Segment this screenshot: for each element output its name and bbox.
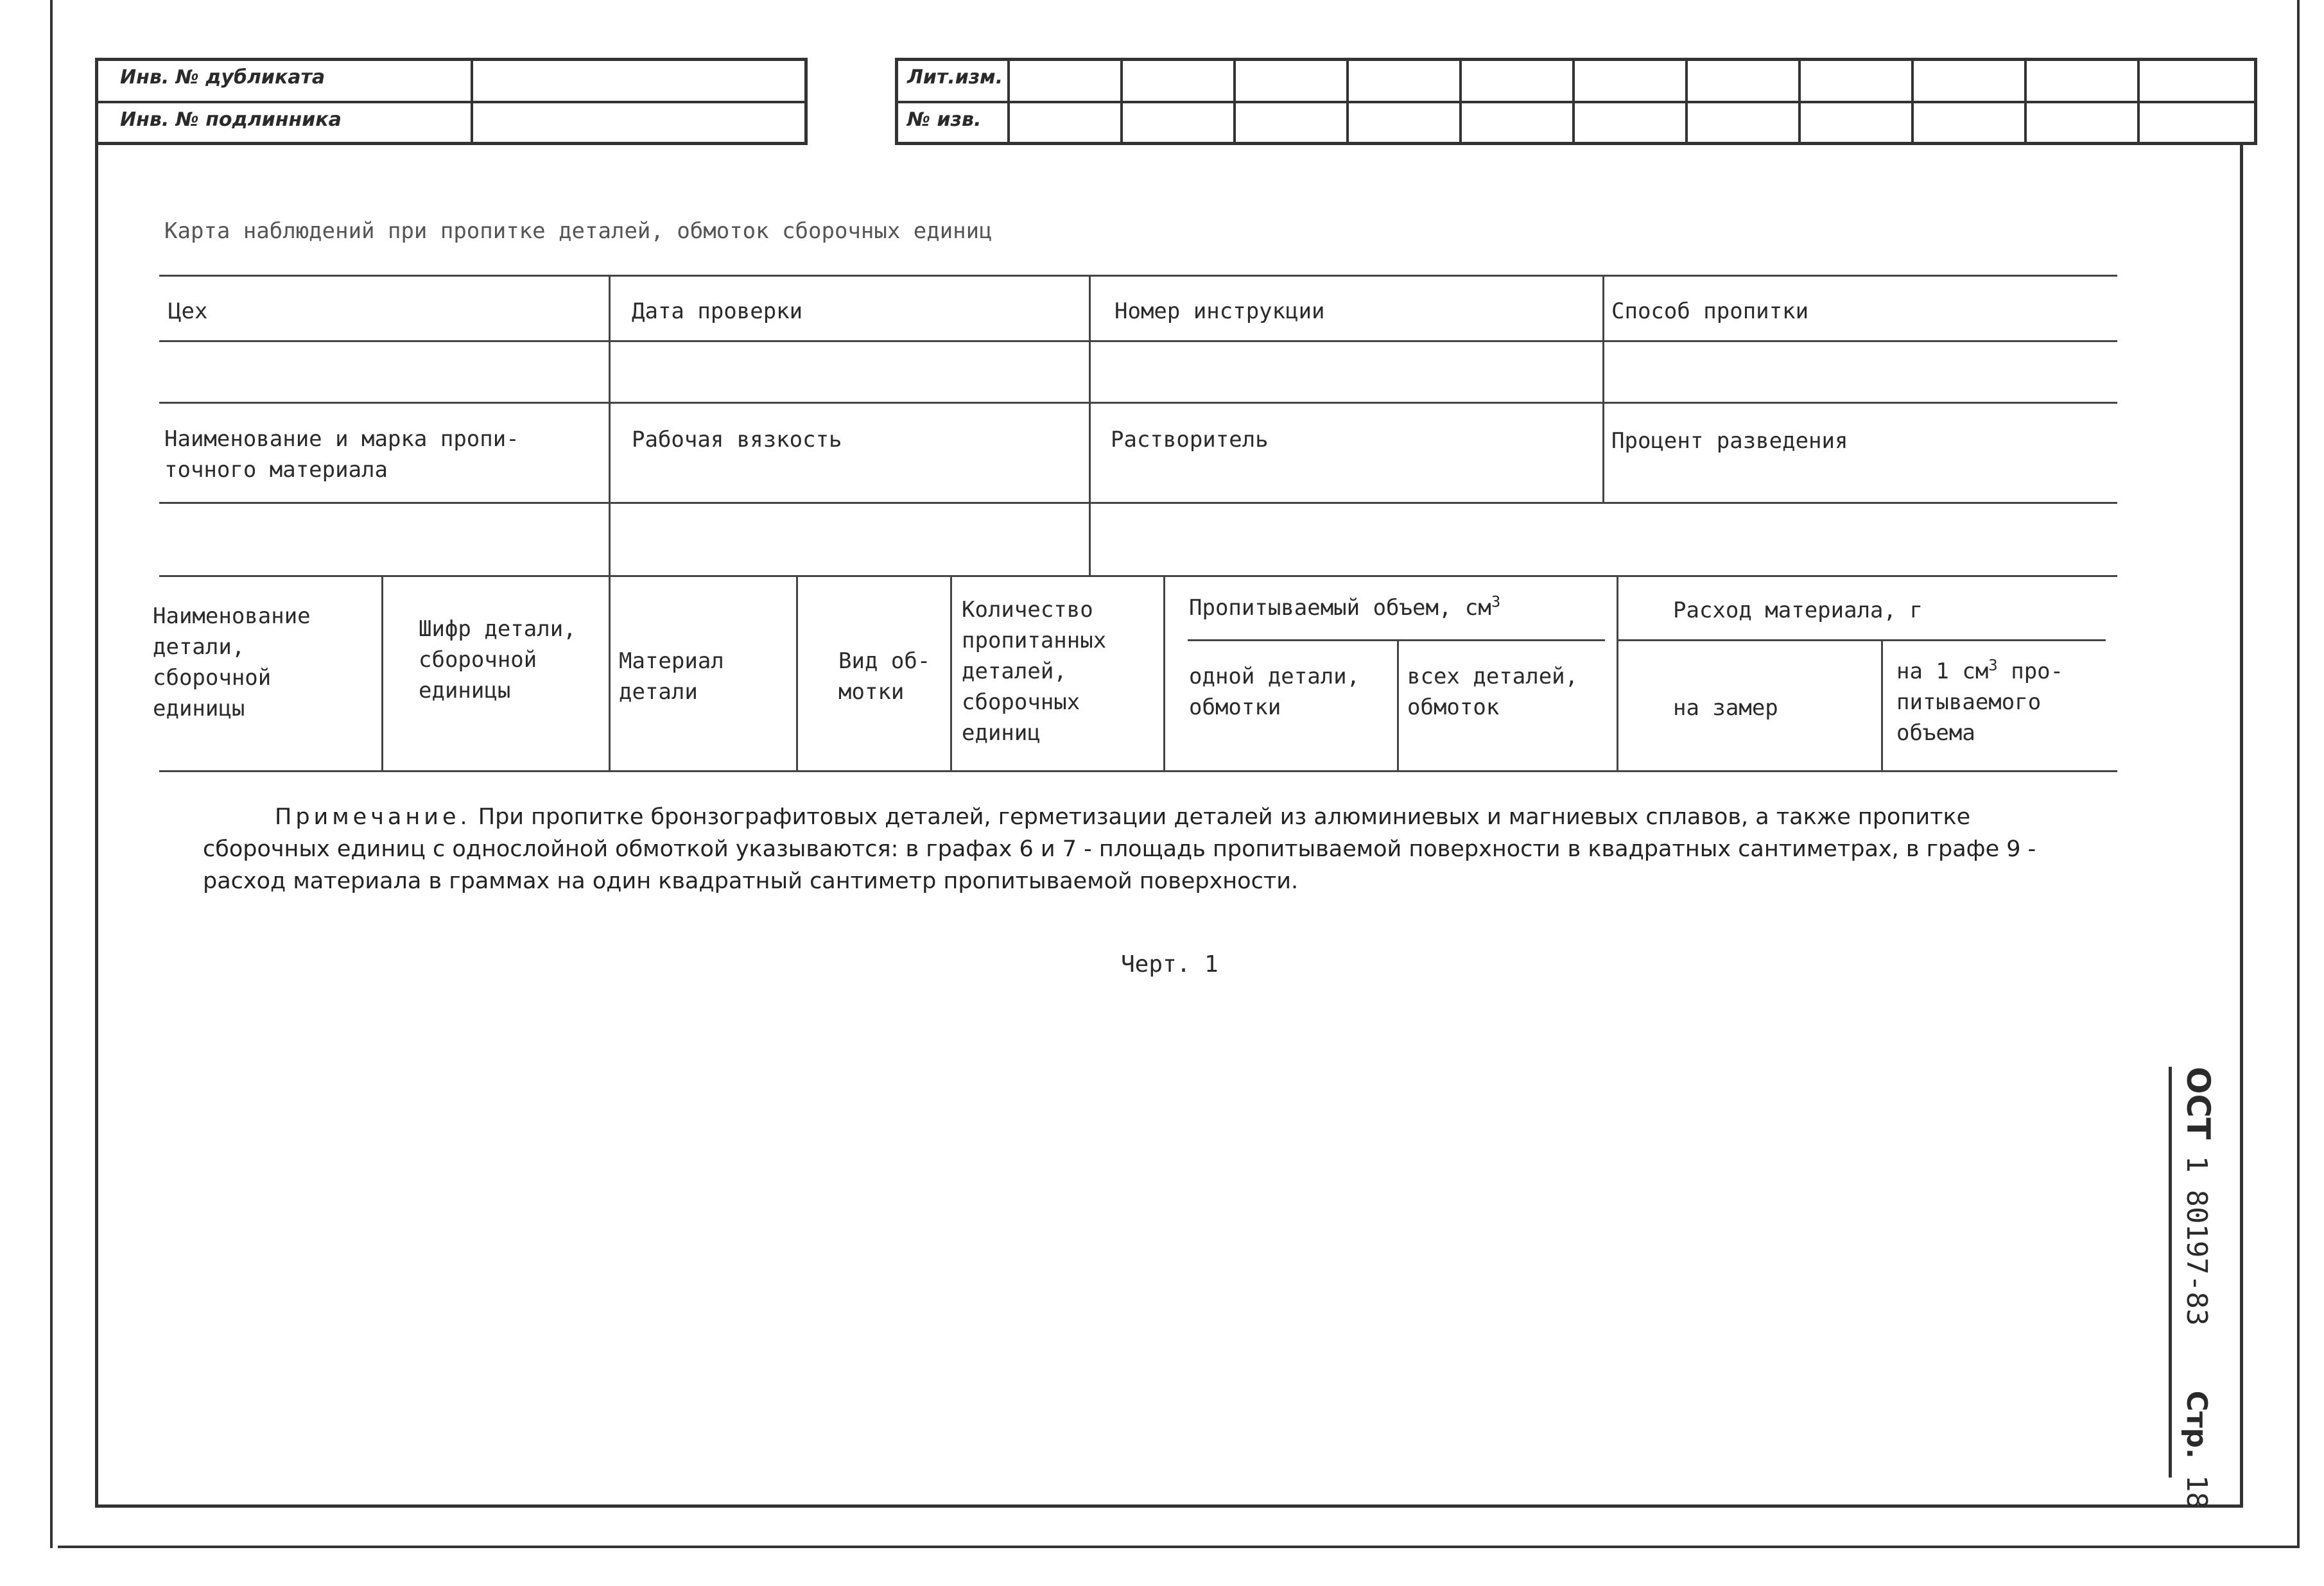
designation-rule — [2169, 1067, 2172, 1478]
standard-number: 1 80197-83 — [2180, 1155, 2213, 1326]
revision-cell-divider — [1233, 61, 1236, 142]
revision-cell-divider — [1120, 61, 1123, 142]
outer-frame-left — [50, 0, 53, 1548]
revision-cell-divider — [1685, 61, 1688, 142]
col-quantity: Количество пропитанных деталей, сборочных единиц — [962, 597, 1107, 746]
table-col-rule — [796, 575, 798, 770]
col-volume-one: одной детали, обмотки — [1189, 664, 1360, 720]
table-rule — [159, 575, 2117, 577]
revision-divider — [898, 101, 2254, 103]
table-rule — [159, 275, 2117, 277]
outer-frame-right — [2297, 0, 2300, 1548]
table-rule — [159, 502, 2117, 504]
revision-cell-divider — [2024, 61, 2027, 142]
table-rule — [159, 340, 2117, 342]
outer-frame-bottom — [58, 1546, 2298, 1548]
revision-cell-divider — [2137, 61, 2140, 142]
card-title: Карта наблюдений при пропитке деталей, обмоток сборочных единиц — [164, 218, 993, 244]
table-rule — [159, 770, 2117, 772]
cell-working-viscosity: Рабочая вязкость — [632, 427, 842, 453]
inv-original-label: Инв. № подлинника — [120, 108, 342, 131]
table-col-rule — [1163, 575, 1165, 770]
revision-stamp — [895, 58, 2257, 145]
revision-cell-divider — [1007, 61, 1010, 142]
note-lead: Примечание. — [275, 804, 471, 830]
cell-impregnation-method: Способ пропитки — [1611, 298, 1809, 324]
cell-check-date: Дата проверки — [632, 298, 803, 324]
table-col-rule — [950, 575, 952, 770]
table-col-rule — [1397, 639, 1399, 770]
col-part-code: Шифр детали, сборочной единицы — [419, 616, 577, 703]
note-paragraph — [203, 801, 2084, 897]
standard-prefix: ОСТ — [2180, 1067, 2217, 1140]
col-part-name: Наименование детали, сборочной единицы — [153, 603, 311, 721]
col-group-volume: Пропитываемый объем, $см^3$ — [1189, 592, 1501, 621]
standard-designation — [2178, 1067, 2217, 1509]
table-col-rule — [1089, 275, 1091, 575]
revision-cell-divider — [1572, 61, 1575, 142]
page-label: Стр. — [2180, 1390, 2213, 1459]
revision-cell-divider — [1459, 61, 1462, 142]
table-rule — [1188, 639, 1605, 641]
no-izv-label: № изв. — [907, 108, 982, 131]
revision-cell-divider — [1346, 61, 1349, 142]
note-text: При пропитке бронзографитовых деталей, герметизации деталей из алюминиевых и магниевых сплавов, а также пропитке сборочных единиц с однослойной обмоткой указываются: в графах 6 и 7 - площадь пропитываемой поверхности в квадратных сантиметрах, в графе 9 - расход материала в граммах на один квадратный сантиметр пропитываемой поверхности. — [203, 804, 2036, 894]
inv-duplicate-label: Инв. № дубликата — [120, 66, 325, 89]
revision-cell-divider — [1911, 61, 1914, 142]
table-rule — [1618, 639, 2106, 641]
col-group-consumption: Расход материала, г — [1673, 598, 1923, 623]
cell-material-name: Наименование и марка пропи- точного материала — [164, 426, 519, 483]
lit-izm-label: Лит.изм. — [907, 66, 1003, 89]
cell-workshop: Цех — [168, 298, 208, 324]
col-consumption-sample: на замер — [1673, 695, 1778, 721]
stamp-divider — [98, 101, 804, 103]
revision-cell-divider — [1798, 61, 1801, 142]
table-col-rule — [1617, 575, 1618, 770]
stamp-divider-vertical — [471, 61, 473, 142]
table-col-rule — [381, 575, 383, 770]
figure-caption: Черт. 1 — [1121, 951, 1218, 978]
col-winding-type: Вид об- мотки — [838, 648, 931, 705]
inventory-stamp — [95, 58, 808, 145]
col-consumption-per-cm3: на 1 $см^3$ про- питываемого объема — [1896, 656, 2064, 746]
cell-solvent: Растворитель — [1111, 427, 1269, 453]
table-col-rule — [1602, 275, 1604, 502]
table-col-rule — [1881, 639, 1883, 770]
cell-dilution-percent: Процент разведения — [1611, 428, 1848, 454]
page-number: 18 — [2180, 1474, 2213, 1509]
col-part-material: Материал детали — [619, 648, 724, 705]
col-volume-all: всех деталей, обмоток — [1407, 664, 1579, 720]
table-rule — [159, 402, 2117, 404]
cell-instruction-number: Номер инструкции — [1114, 298, 1325, 324]
